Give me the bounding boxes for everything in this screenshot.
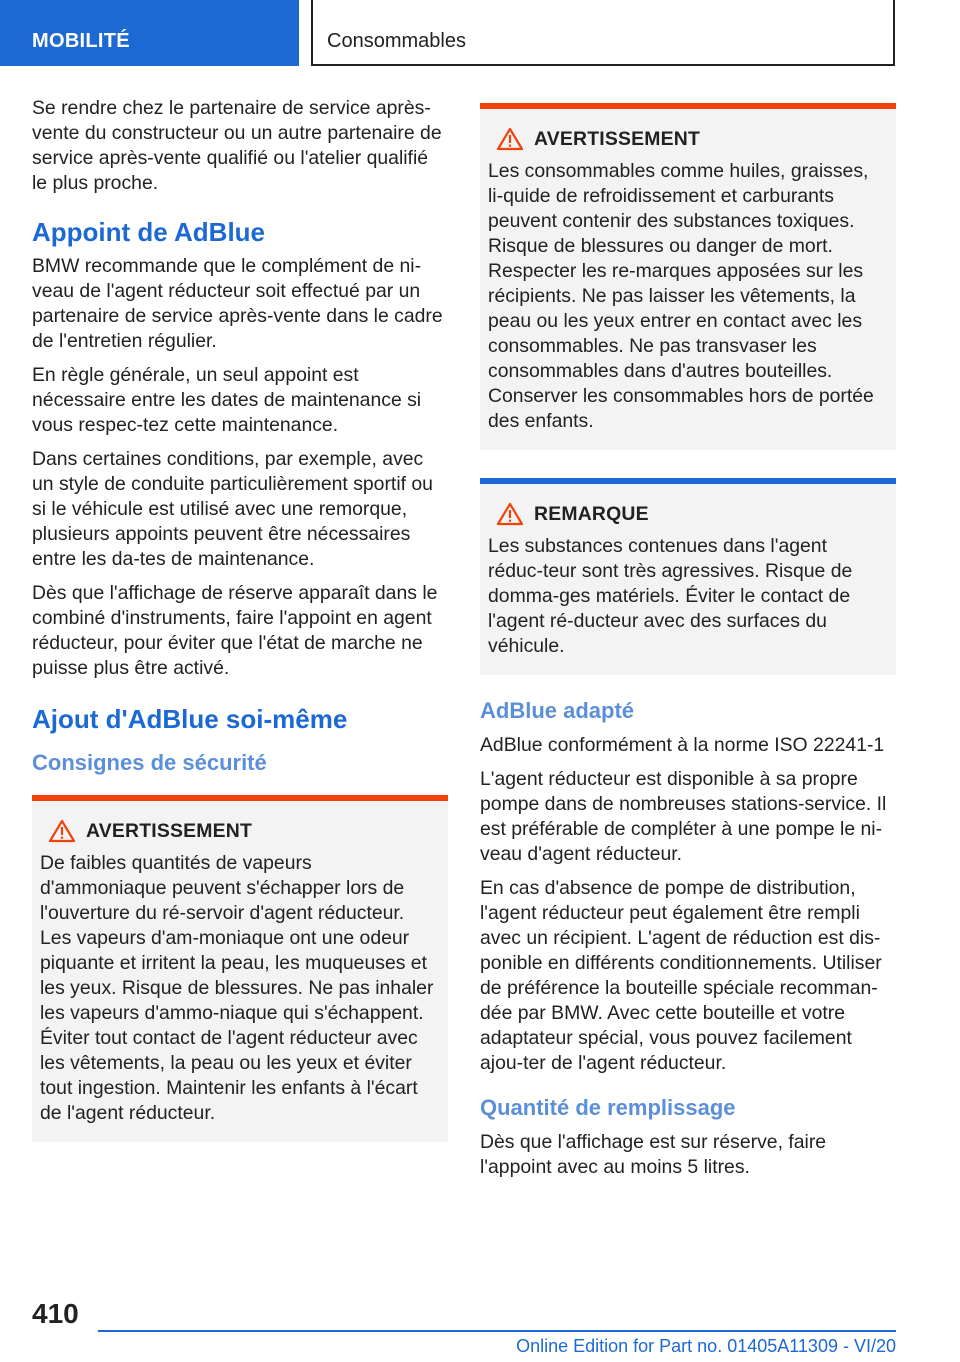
heading-ajout: Ajout d'AdBlue soi-même (32, 704, 348, 734)
left-column (32, 96, 448, 1142)
warning-text: De faibles quantités de vapeurs d'ammoniaque peuvent s'échapper lors de l'ouverture du ré-servoir d'agent réducteur. Les vapeurs d'am-moniaque ont une odeur piquante et irritent la peau, les muqueuses et les yeux. Risque de blessures. Ne pas inhaler les vapeurs d'ammo-niaque qui s'échappent. Éviter tout contact de l'agent réducteur avec les vêtements, la peau ou les yeux et éviter tout ingestion. Maintenir les enfants à l'écart de l'agent réducteur. (40, 852, 434, 1124)
heading-quantite: Quantité de remplissage (480, 1095, 736, 1120)
paragraph: AdBlue conformément à la norme ISO 22241-1 (480, 734, 885, 756)
page-header (0, 0, 960, 66)
notice-text: Les substances contenues dans l'agent réduc-teur sont très agressives. Risque de domma-ges matériels. Éviter le contact de l'agent ré-ducteur avec des surfaces du véhicule. (488, 535, 853, 657)
paragraph: Dans certaines conditions, par exemple, avec un style de conduite particulièrement sportif ou si le véhicule est utilisé avec une remorque, plusieurs appoints peuvent être nécessaires entre les da-tes de maintenance. (32, 448, 433, 570)
edition-note: Online Edition for Part no. 01405A11309 - VI/20 (516, 1336, 896, 1356)
intro-paragraph: Se rendre chez le partenaire de service après-vente du constructeur ou un autre partenaire de service après-vente qualifié ou l'atelier qualifié le plus proche. (32, 97, 442, 194)
page-number: 410 (32, 1298, 79, 1329)
notice-header (488, 484, 884, 526)
paragraph: BMW recommande que le complément de ni-veau de l'agent réducteur soit effectué par un partenaire de service après-vente dans le cadre de l'entretien régulier. (32, 255, 443, 352)
notice-box (480, 478, 896, 675)
warning-text: Les consommables comme huiles, graisses, li-quide de refroidissement et carburants peuvent contenir des substances toxiques. Risque de blessures ou danger de mort. Respecter les re-marques apposées sur les récipients. Ne pas laisser les vêtements, la peau ou les yeux entrer en contact avec les consommables. Ne pas transvaser les consommables dans d'autres bouteilles. Conserver les consommables hors de portée des enfants. (488, 160, 874, 432)
paragraph: Dès que l'affichage est sur réserve, faire l'appoint avec au moins 5 litres. (480, 1131, 827, 1178)
section-tab: MOBILITÉ (0, 0, 299, 66)
heading-consignes: Consignes de sécurité (32, 750, 267, 775)
paragraph: En règle générale, un seul appoint est nécessaire entre les dates de maintenance si vous respec-tez cette maintenance. (32, 364, 422, 436)
chapter-title: Consommables (311, 0, 895, 66)
warning-title: AVERTISSEMENT (86, 819, 252, 842)
warning-header (488, 109, 884, 151)
heading-appoint: Appoint de AdBlue (32, 217, 266, 247)
footer-rule (98, 1330, 896, 1332)
warning-box (32, 795, 448, 1142)
paragraph: En cas d'absence de pompe de distribution, l'agent réducteur peut également être rempli avec un récipient. L'agent de réduction est dis-ponible en différents conditionnements. Utiliser de préférence la bouteille spéciale recomman-dée par BMW. Avec cette bouteille et votre adaptateur spécial, vous pouvez facilement ajou-ter de l'agent réducteur. (480, 877, 882, 1074)
heading-adapte: AdBlue adapté (480, 698, 635, 723)
notice-title: REMARQUE (534, 502, 649, 525)
right-column (480, 103, 896, 1189)
warning-header (40, 801, 436, 843)
warning-triangle-icon (496, 127, 524, 151)
warning-triangle-icon (496, 502, 524, 526)
warning-title: AVERTISSEMENT (534, 127, 700, 150)
paragraph: Dès que l'affichage de réserve apparaît dans le combiné d'instruments, faire l'appoint en agent réducteur, pour éviter que l'état de marche ne puisse plus être activé. (32, 582, 438, 679)
warning-triangle-icon (48, 819, 76, 843)
paragraph: L'agent réducteur est disponible à sa propre pompe dans de nombreuses stations-service. Il est préférable de compléter à une pompe le ni-veau d'agent réducteur. (480, 768, 887, 865)
warning-box (480, 103, 896, 450)
